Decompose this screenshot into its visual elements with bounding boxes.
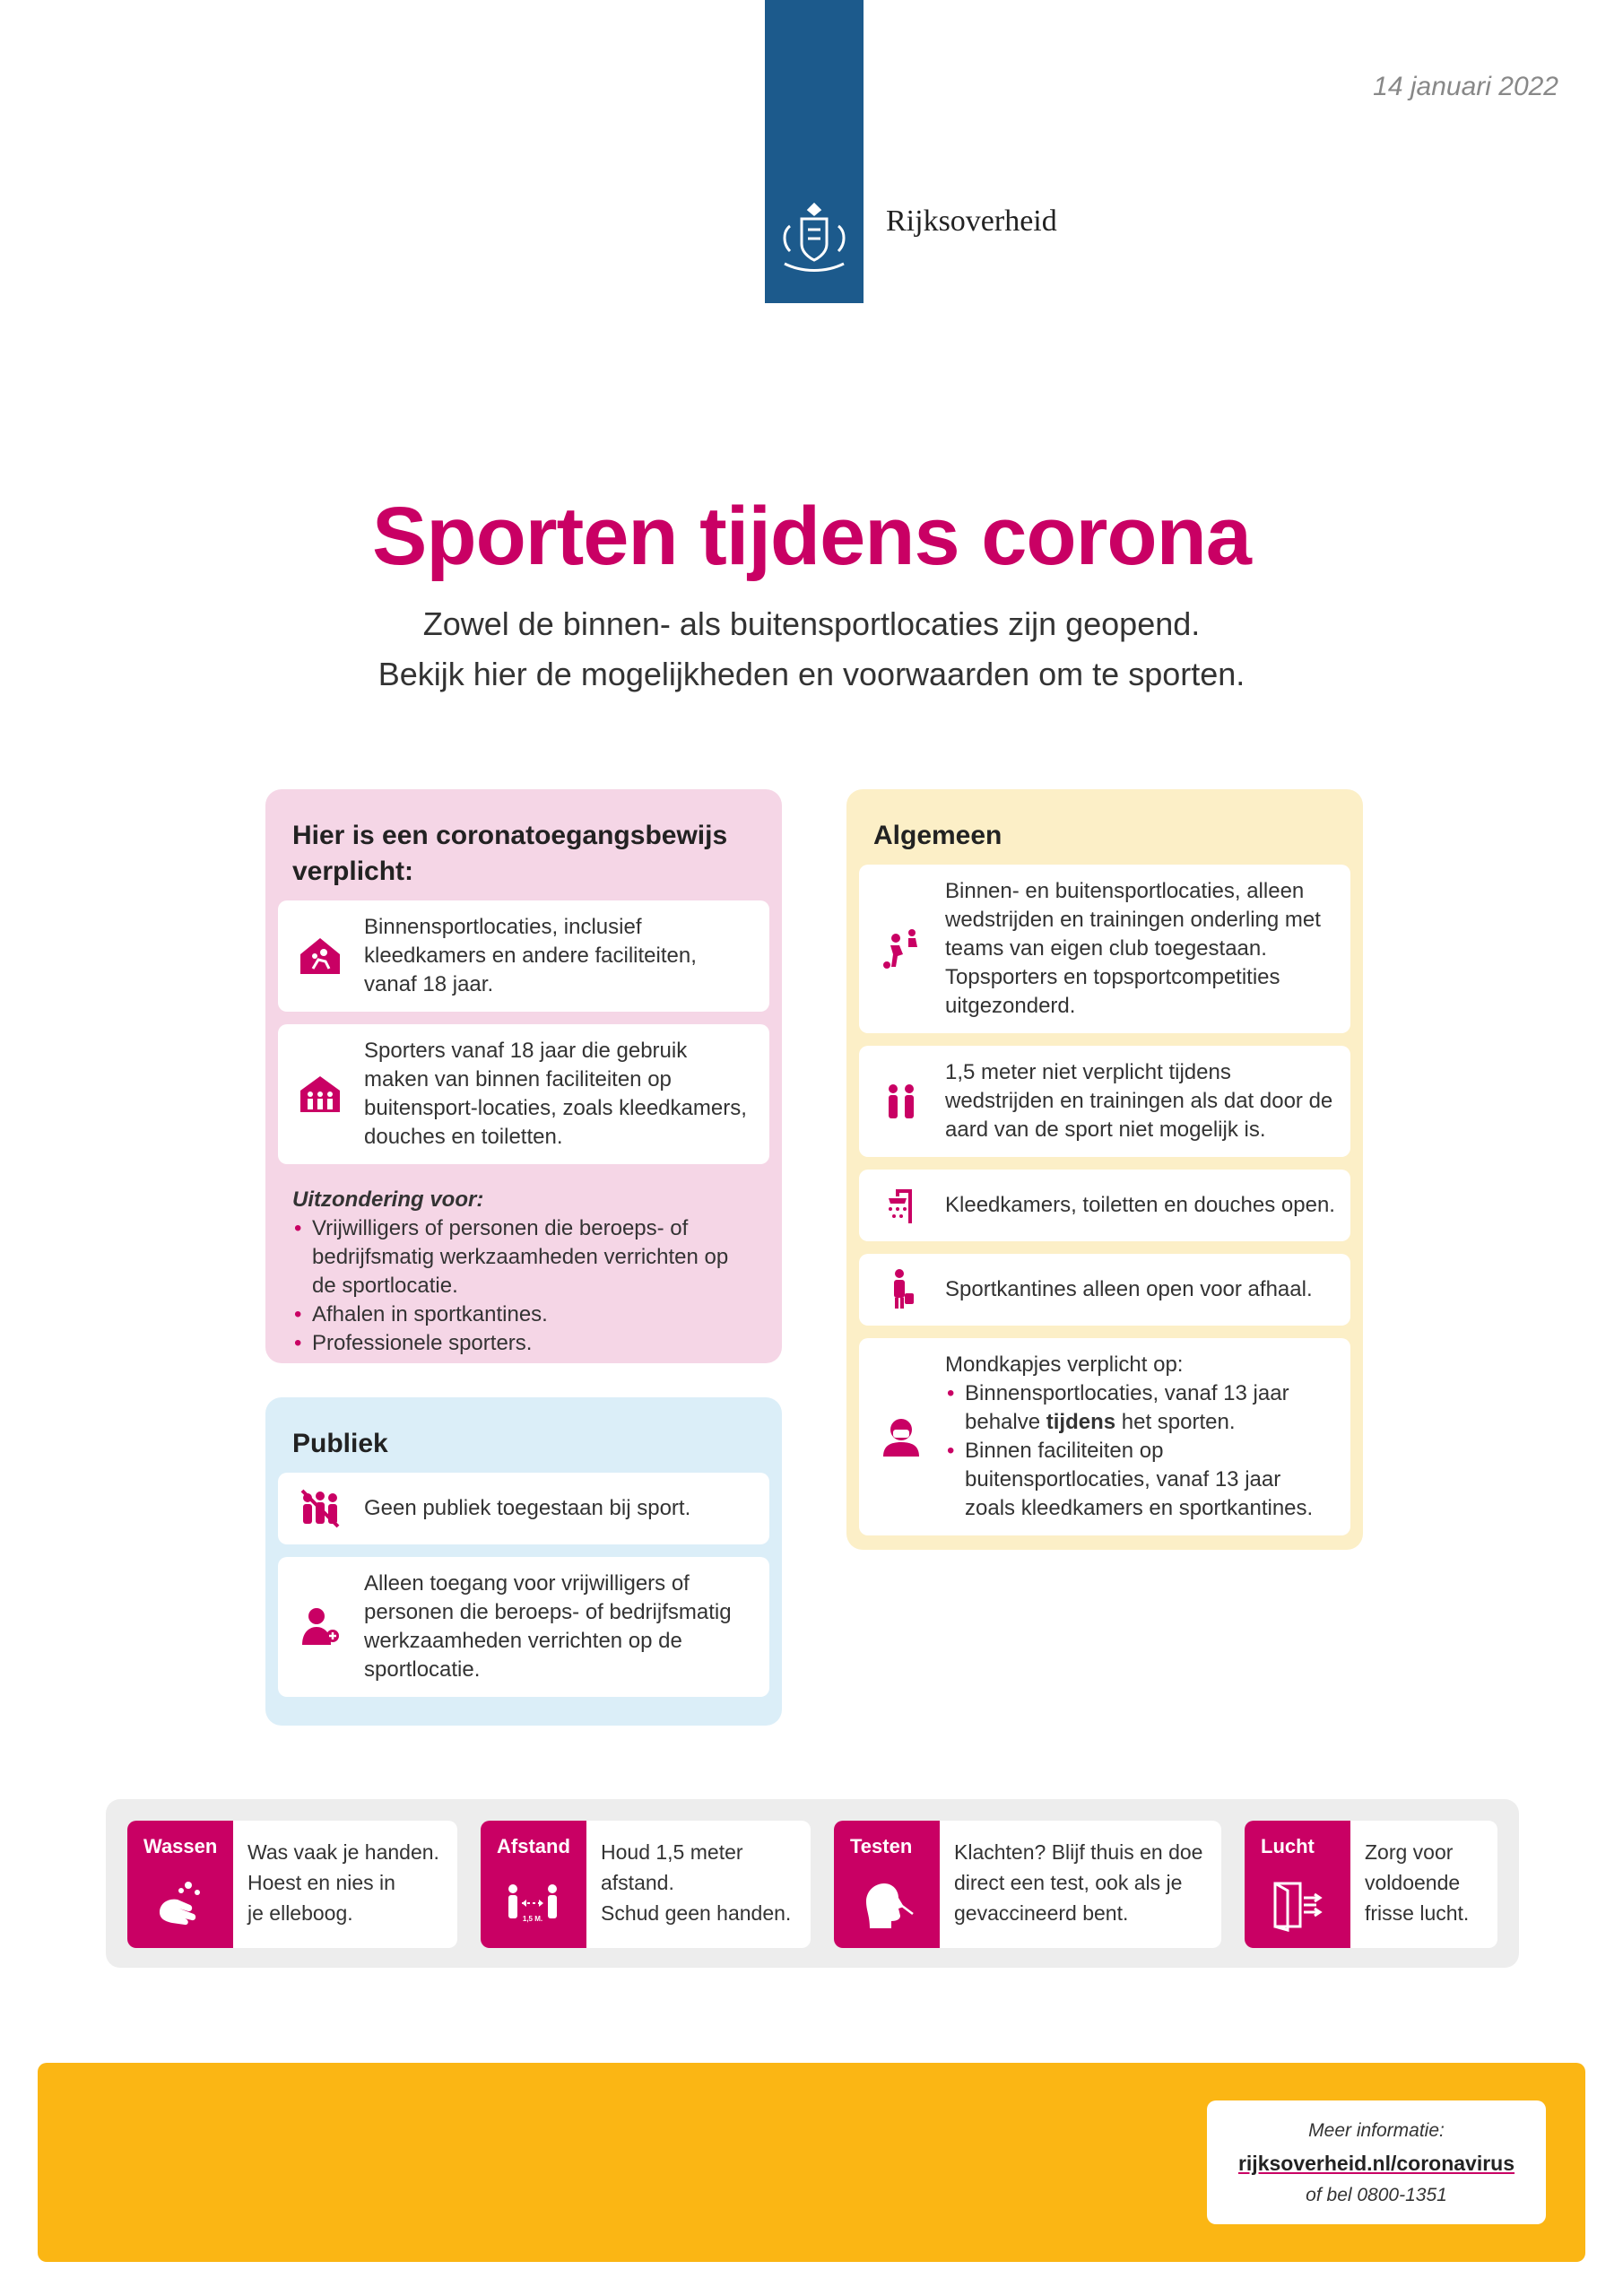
rule-lucht-label: Lucht [1261, 1835, 1315, 1857]
rule-testen-label: Testen [850, 1835, 913, 1857]
rule-line: afstand. [601, 1871, 674, 1894]
exception-item: • Vrijwilligers of personen die beroeps- of bedrijfsmatig werkzaamheden verrichten op de sportlocatie. [292, 1214, 755, 1300]
indoor-sport-icon [292, 933, 348, 979]
takeaway-icon [873, 1266, 929, 1313]
test-swab-icon [857, 1876, 915, 1934]
face-mask-icon [873, 1413, 929, 1460]
coat-of-arms-icon [772, 199, 856, 280]
logo-text: Rijksoverheid [886, 204, 1057, 238]
distance-people-icon [873, 1078, 929, 1125]
exception-item: • Afhalen in sportkantines. [292, 1300, 755, 1329]
general-card-distance-text: 1,5 meter niet verplicht tijdens wedstrijden en trainingen als dat door de aard van de sport niet mogelijk is. [945, 1060, 1333, 1142]
page-subtitle [0, 599, 1623, 700]
rule-afstand [481, 1821, 811, 1948]
general-card-matches-text: Binnen- en buitensportlocaties, alleen wedstrijden en trainingen onderling met teams van eigen club toegestaan. Topsporters en topsportcompetities uitgezonderd. [945, 879, 1321, 1018]
rule-line: gevaccineerd bent. [954, 1901, 1129, 1925]
general-card-masks-text [945, 1351, 1336, 1523]
masks-item [945, 1379, 1336, 1437]
general-card-canteen-text: Sportkantines alleen open voor afhaal. [945, 1277, 1313, 1301]
publication-date: 14 januari 2022 [1373, 72, 1558, 101]
rule-afstand-label: Afstand [497, 1835, 570, 1857]
masks-item-1-bold: tijdens [1046, 1410, 1116, 1434]
no-crowd-icon [292, 1485, 348, 1532]
rule-wassen-header [127, 1821, 233, 1948]
masks-item-1-after: het sporten. [1115, 1410, 1236, 1434]
subtitle-line-1: Zowel de binnen- als buitensportlocaties zijn geopend. [422, 605, 1201, 642]
rule-afstand-caption: 1,5 M. [522, 1915, 543, 1923]
rule-line: Zorg voor [1365, 1840, 1454, 1864]
public-card-volunteers [278, 1557, 769, 1697]
facilities-group-icon [292, 1071, 348, 1118]
exception-item: • Professionele sporters. [292, 1329, 755, 1358]
more-info-link[interactable]: rijksoverheid.nl/coronavirus [1237, 2152, 1515, 2175]
public-card-no-audience-text: Geen publiek toegestaan bij sport. [364, 1496, 691, 1520]
pass-card-facilities-text: Sporters vanaf 18 jaar die gebruik maken van binnen faciliteiten op buitensport-locaties, zoals kleedkamers, douches en toiletten. [364, 1039, 747, 1149]
rule-line: je elleboog. [247, 1901, 353, 1925]
rule-afstand-text [586, 1821, 805, 1948]
exceptions-title: Uitzondering voor: [292, 1187, 484, 1212]
ventilation-icon [1268, 1876, 1325, 1934]
page-title: Sporten tijdens corona [372, 491, 1251, 582]
exceptions-list [292, 1214, 755, 1358]
public-card-no-audience [278, 1473, 769, 1544]
rule-lucht-text [1350, 1821, 1483, 1948]
basic-rules-bar [106, 1799, 1519, 1968]
general-card-changing-rooms-text: Kleedkamers, toiletten en douches open. [945, 1193, 1335, 1217]
pass-required-panel [265, 789, 782, 1363]
general-card-distance [859, 1046, 1350, 1157]
public-panel-title: Publiek [292, 1429, 388, 1458]
rule-line: frisse lucht. [1365, 1901, 1470, 1925]
rule-line: Schud geen handen. [601, 1901, 792, 1925]
rule-line: voldoende [1365, 1871, 1461, 1894]
rule-lucht-header [1245, 1821, 1350, 1948]
general-card-canteen [859, 1254, 1350, 1326]
pass-card-indoor-text: Binnensportlocaties, inclusief kleedkamers en andere faciliteiten, vanaf 18 jaar. [364, 915, 697, 996]
public-card-volunteers-text: Alleen toegang voor vrijwilligers of personen die beroeps- of bedrijfsmatig werkzaamheden verrichten op de sportlocatie. [364, 1571, 732, 1682]
rule-wassen [127, 1821, 457, 1948]
rule-line: Hoest en nies in [247, 1871, 395, 1894]
masks-item-1-before: Binnensportlocaties, vanaf 13 jaar behalve [965, 1381, 1289, 1434]
rule-line: Houd 1,5 meter [601, 1840, 743, 1864]
rule-wassen-text [233, 1821, 454, 1948]
masks-item: • Binnen faciliteiten op buitensportlocaties, vanaf 13 jaar zoals kleedkamers en sportkantines. [945, 1437, 1336, 1523]
keep-distance-icon [504, 1876, 561, 1934]
masks-intro: Mondkapjes verplicht op: [945, 1352, 1184, 1377]
more-info-label: Meer informatie: [1308, 2120, 1445, 2141]
general-card-masks [859, 1338, 1350, 1535]
general-panel [846, 789, 1363, 1550]
hand-wash-icon [151, 1876, 208, 1934]
general-card-matches [859, 865, 1350, 1033]
general-panel-title: Algemeen [873, 821, 1002, 850]
rule-testen-text [940, 1821, 1217, 1948]
public-panel [265, 1397, 782, 1726]
volunteer-icon [292, 1604, 348, 1650]
pass-panel-title: Hier is een coronatoegangsbewijs verplicht: [292, 821, 728, 886]
pass-card-indoor [278, 900, 769, 1012]
rule-lucht [1245, 1821, 1497, 1948]
subtitle-line-2: Bekijk hier de mogelijkheden en voorwaarden om te sporten. [378, 656, 1245, 692]
football-players-icon [873, 926, 929, 972]
rule-wassen-label: Wassen [143, 1835, 218, 1857]
general-card-changing-rooms [859, 1170, 1350, 1241]
masks-list [945, 1379, 1336, 1523]
exceptions-block [278, 1177, 769, 1367]
rule-line: direct een test, ook als je [954, 1871, 1183, 1894]
rule-testen-header [834, 1821, 940, 1948]
rule-testen [834, 1821, 1221, 1948]
rule-line: Was vaak je handen. [247, 1840, 439, 1864]
rule-line: Klachten? Blijf thuis en doe [954, 1840, 1203, 1864]
shower-icon [873, 1182, 929, 1229]
pass-card-facilities [278, 1024, 769, 1164]
more-info-phone: of bel 0800-1351 [1306, 2185, 1447, 2205]
rule-afstand-header [481, 1821, 586, 1948]
more-info-box [1207, 2100, 1546, 2224]
